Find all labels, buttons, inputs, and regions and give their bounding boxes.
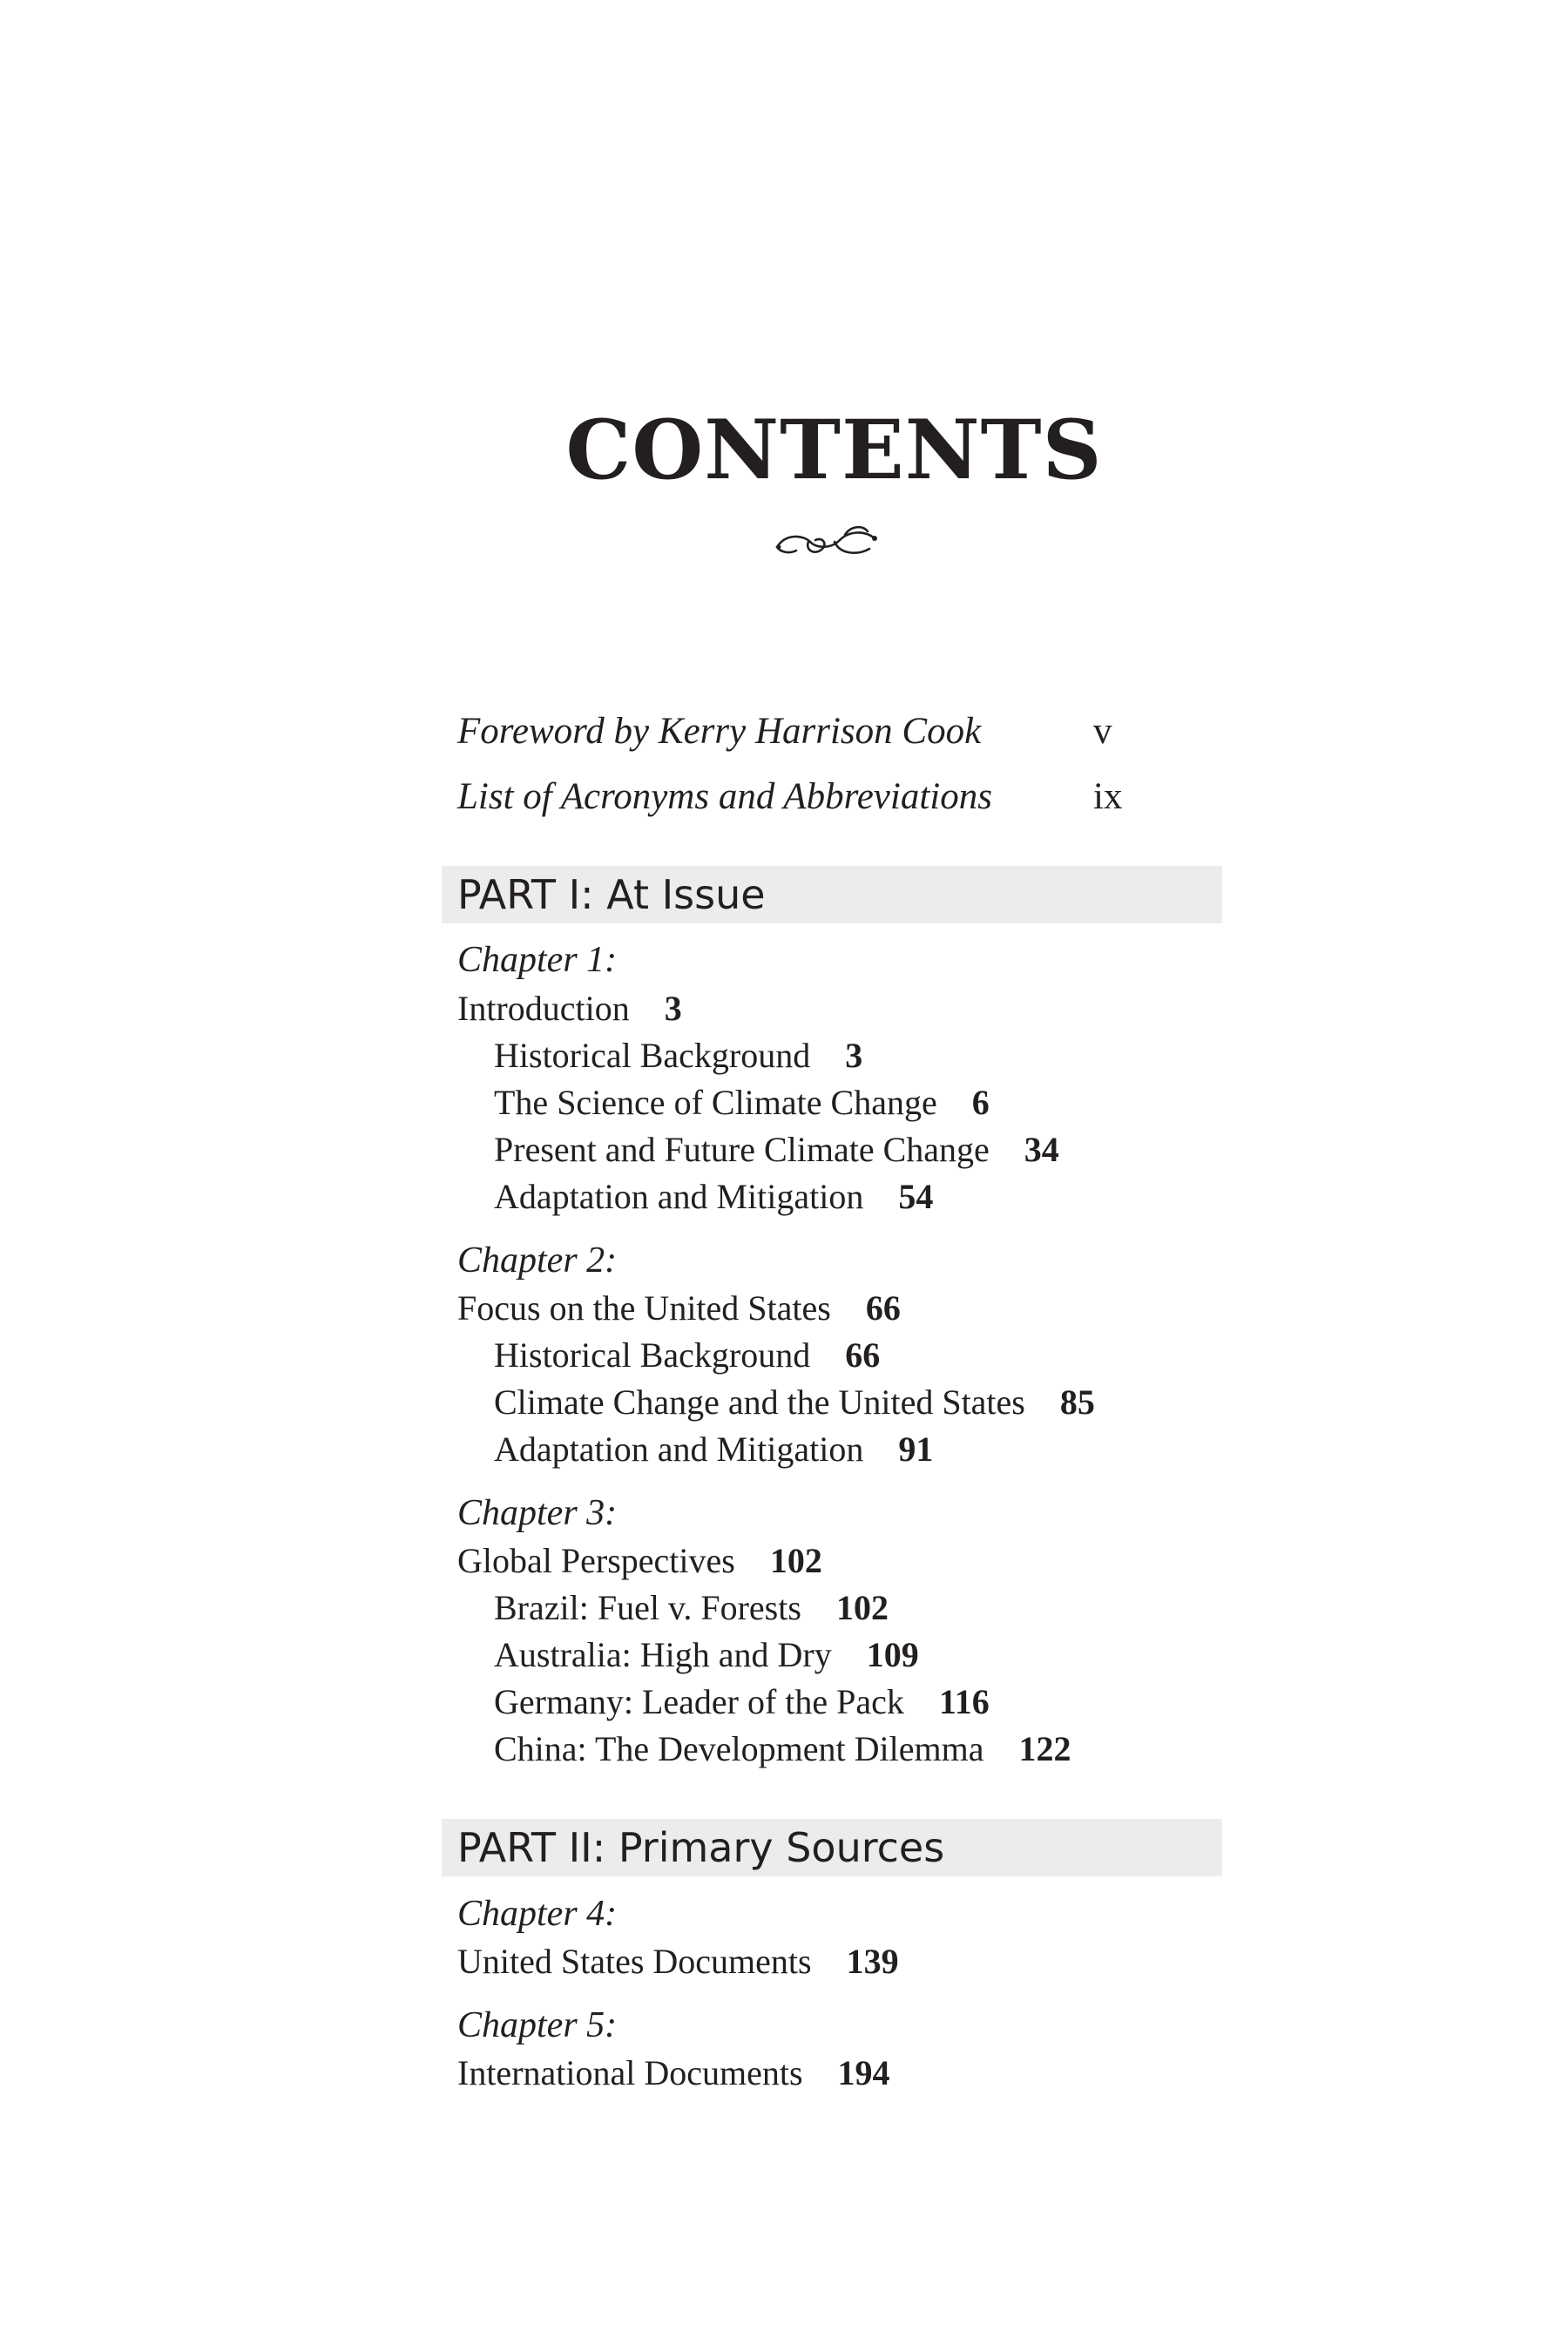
toc-page-number: 102 (835, 1588, 889, 1627)
toc-page-number: 194 (837, 2053, 890, 2092)
toc-chapter-entry[interactable] (457, 985, 682, 1032)
toc-entry-title: Focus on the United States (457, 1288, 831, 1328)
toc-section-entry[interactable] (494, 1679, 990, 1726)
toc-page-number: ix (1093, 776, 1123, 817)
toc-entry-title: Adaptation and Mitigation (494, 1177, 864, 1216)
toc-page-number: 116 (938, 1682, 990, 1721)
toc-page-number: 66 (865, 1288, 901, 1328)
toc-page-number: 6 (971, 1083, 990, 1122)
flourish-ornament-icon (774, 521, 880, 559)
toc-section-entry[interactable] (494, 1332, 880, 1379)
toc-page-number: 139 (846, 1942, 899, 1981)
toc-page-number: 34 (1024, 1130, 1059, 1169)
toc-page-number: 66 (845, 1335, 881, 1375)
toc-page-number: 85 (1059, 1382, 1095, 1422)
toc-entry-title: Present and Future Climate Change (494, 1130, 990, 1169)
toc-entry-title: Foreword by Kerry Harrison Cook (457, 711, 982, 752)
toc-entry-title: Climate Change and the United States (494, 1382, 1025, 1422)
toc-chapter-entry[interactable] (457, 1938, 899, 1985)
toc-entry-title: Germany: Leader of the Pack (494, 1682, 904, 1721)
toc-frontmatter-foreword[interactable] (457, 706, 1241, 758)
toc-entry-title: List of Acronyms and Abbreviations (457, 776, 992, 817)
chapter-label: Chapter 2: (457, 1240, 618, 1281)
toc-chapter-entry[interactable] (457, 1285, 901, 1332)
part-heading: PART I: At Issue (442, 866, 1222, 923)
toc-section-entry[interactable] (494, 1726, 1071, 1773)
toc-section-entry[interactable] (494, 1379, 1095, 1426)
toc-entry-title: Global Perspectives (457, 1541, 735, 1580)
toc-section-entry[interactable] (494, 1173, 933, 1220)
toc-entry-title: United States Documents (457, 1942, 812, 1981)
toc-frontmatter-acronyms[interactable] (457, 771, 1241, 823)
chapter-label: Chapter 1: (457, 940, 618, 980)
toc-page-number: 109 (866, 1635, 919, 1674)
toc-entry-title: International Documents (457, 2053, 803, 2092)
toc-section-entry[interactable] (494, 1426, 933, 1473)
toc-page-number: 102 (769, 1541, 822, 1580)
toc-chapter-entry[interactable] (457, 1538, 822, 1585)
toc-entry-title: Historical Background (494, 1036, 811, 1075)
chapter-label: Chapter 4: (457, 1894, 618, 1934)
toc-page-number: 122 (1018, 1729, 1071, 1768)
toc-entry-title: Introduction (457, 989, 630, 1028)
toc-page-number: 54 (898, 1177, 934, 1216)
toc-page-number: v (1093, 711, 1112, 752)
toc-entry-title: Adaptation and Mitigation (494, 1429, 864, 1469)
toc-section-entry[interactable] (494, 1126, 1059, 1173)
toc-page-number: 3 (845, 1036, 863, 1075)
chapter-label: Chapter 5: (457, 2005, 618, 2045)
chapter-label: Chapter 3: (457, 1493, 618, 1533)
toc-entry-title: The Science of Climate Change (494, 1083, 937, 1122)
toc-entry-title: Brazil: Fuel v. Forests (494, 1588, 801, 1627)
toc-entry-title: Australia: High and Dry (494, 1635, 832, 1674)
toc-chapter-entry[interactable] (457, 2050, 890, 2097)
page-title: CONTENTS (565, 402, 1103, 498)
toc-page-number: 3 (664, 989, 682, 1028)
toc-page-number: 91 (898, 1429, 934, 1469)
toc-section-entry[interactable] (494, 1079, 990, 1126)
toc-entry-title: Historical Background (494, 1335, 811, 1375)
part-heading: PART II: Primary Sources (442, 1819, 1222, 1876)
toc-section-entry[interactable] (494, 1585, 889, 1632)
toc-entry-title: China: The Development Dilemma (494, 1729, 984, 1768)
toc-section-entry[interactable] (494, 1032, 862, 1079)
toc-section-entry[interactable] (494, 1632, 919, 1679)
